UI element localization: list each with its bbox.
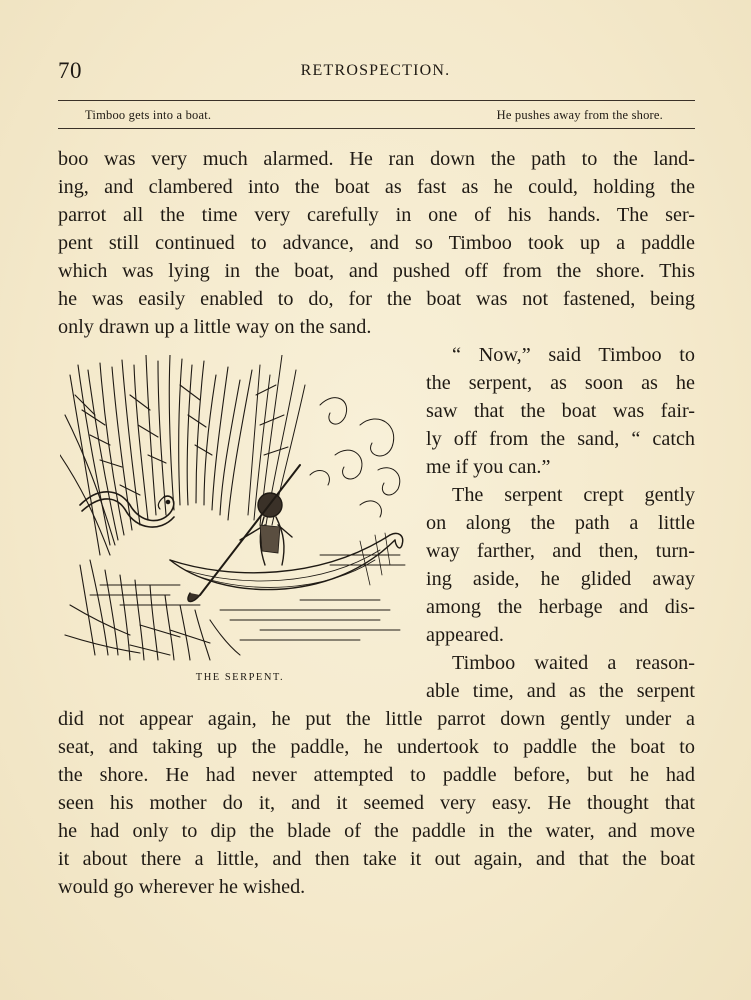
running-title: RETROSPECTION. [300, 62, 451, 79]
sidenote-right: He pushes away from the shore. [496, 108, 663, 122]
text-line: The serpent crept gently [452, 484, 695, 506]
text-line: he had only to dip the blade of the paddle in the water, and move [58, 820, 695, 842]
text-line: saw that the boat was fair- [426, 400, 695, 422]
illustration-caption: THE SERPENT. [195, 672, 285, 683]
text-line: able time, and as the serpent [426, 680, 695, 702]
text-line: ly off from the sand, “ catch [426, 428, 695, 450]
text-line: way farther, and then, turn- [426, 540, 695, 562]
sidenote-left: Timboo gets into a boat. [85, 108, 212, 122]
header-rule-top [58, 100, 695, 101]
text-line: me if you can.” [426, 456, 551, 478]
text-line: seat, and taking up the paddle, he undertook to paddle the boat to [58, 736, 695, 758]
text-line: the serpent, as soon as he [426, 372, 695, 394]
text-line: ing, and clambered into the boat as fast as he could, holding the [58, 176, 695, 198]
reeds-left [60, 355, 252, 555]
text-line: on along the path a little [426, 512, 695, 534]
text-line: it about there a little, and then take it out again, and that the boat [58, 848, 695, 870]
canoe [170, 533, 403, 590]
text-line: only drawn up a little way on the sand. [58, 316, 372, 338]
text-line: Timboo waited a reason- [452, 652, 695, 674]
text-line: among the herbage and dis- [426, 596, 695, 618]
page-number: 70 [58, 58, 82, 83]
text-line: ing aside, he glided away [426, 568, 695, 590]
text-line: which was lying in the boat, and pushed off from the shore. This [58, 260, 695, 282]
text-line: pent still continued to advance, and so Timboo took up a paddle [58, 232, 695, 254]
text-line: he was easily enabled to do, for the boat was not fastened, being [58, 288, 695, 310]
serpent-engraving-illustration [60, 355, 415, 670]
text-line: seen his mother do it, and it seemed very easy. He thought that [58, 792, 695, 814]
header-rule-bottom [58, 128, 695, 129]
foreground-grass [65, 560, 240, 660]
text-line: boo was very much alarmed. He ran down the path to the land- [58, 148, 695, 170]
text-line: parrot all the time very carefully in one of his hands. The ser- [58, 204, 695, 226]
text-line: would go wherever he wished. [58, 876, 306, 898]
text-line: “ Now,” said Timboo to [452, 344, 695, 366]
text-line: the shore. He had never attempted to paddle before, but he had [58, 764, 695, 786]
text-line: appeared. [426, 624, 504, 646]
text-line: did not appear again, he put the little parrot down gently under a [58, 708, 695, 730]
tendrils [310, 398, 400, 517]
